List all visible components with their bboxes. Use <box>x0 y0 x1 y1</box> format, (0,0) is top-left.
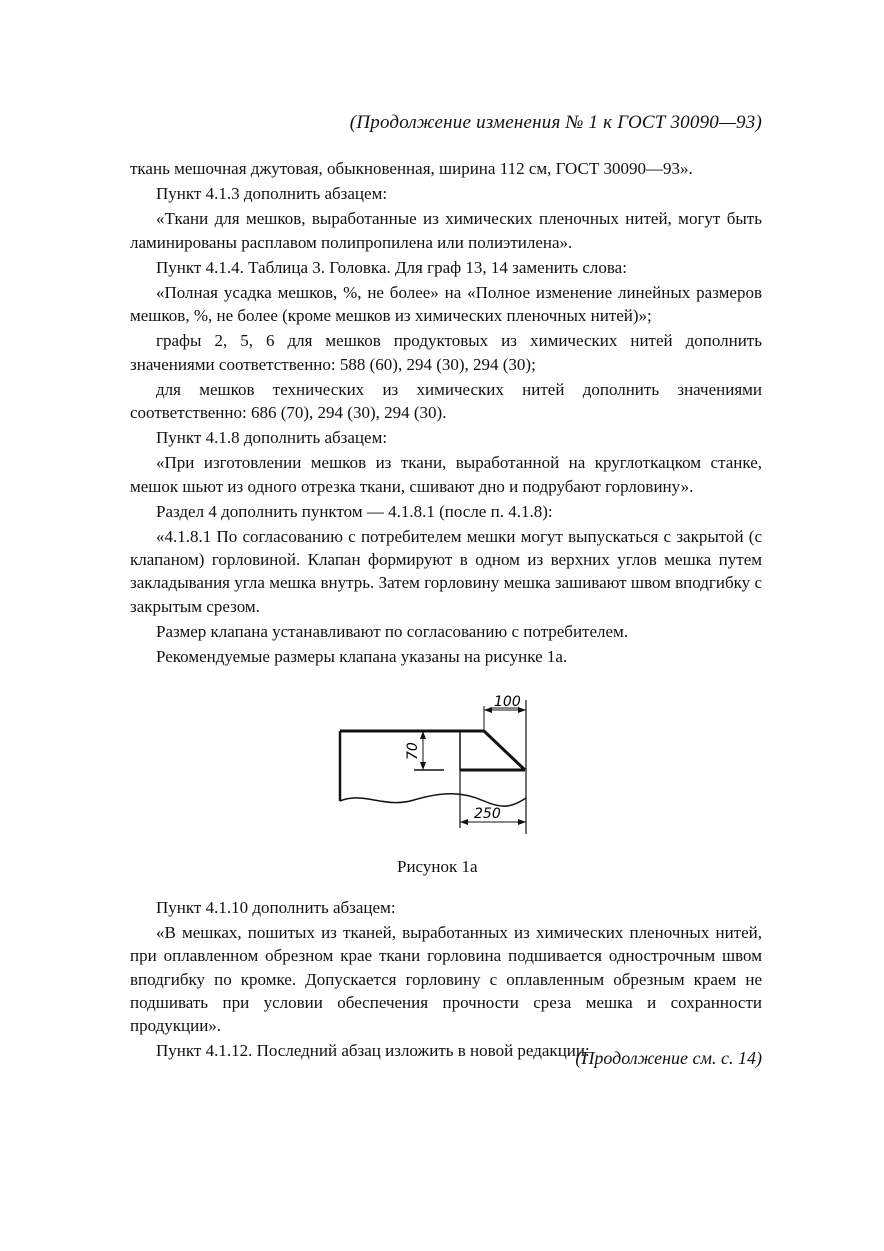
page-header: (Продолжение изменения № 1 к ГОСТ 30090—93) <box>349 112 762 133</box>
valve-diagonal <box>484 731 525 770</box>
paragraph: ткань мешочная джутовая, обыкновенная, ширина 112 см, ГОСТ 30090—93». <box>130 159 693 178</box>
bag-break-line <box>340 794 526 806</box>
paragraph: для мешков технических из химических нитей дополнить значениями соответственно: 686 (70), 294 (30), 294 (30). <box>130 379 762 423</box>
paragraph: Размер клапана устанавливают по согласованию с потребителем. <box>156 621 629 641</box>
paragraph: графы 2, 5, 6 для мешков продуктовых из химических нитей дополнить значениями соответственно: 588 (60), 294 (30), 294 (30); <box>130 331 762 374</box>
arrow-top-left <box>484 707 492 713</box>
paragraph: «При изготовлении мешков из ткани, выработанной на круглоткацком станке, мешок шьют из одного отрезка ткани, сшивают дно и подрубают горловину». <box>130 453 762 496</box>
paragraph: «В мешках, пошитых из тканей, выработанных из химических пленочных нитей, при оплавленном обрезном крае ткани горловина подшивается однострочным швом вподгибку по кромке. Допускается горловину с оплавленным обрезным краем не подшивать при условии обеспечения прочности среза мешка и сохранности продукции». <box>130 923 762 1036</box>
paragraph: «4.1.8.1 По согласованию с потребителем мешки могут выпускаться с закрытой (с клапаном) горловиной. Клапан формируют в одном из верхних углов мешка путем закладывания угла мешка внутрь. Затем горловину мешка зашивают швом вподгибку с закрытым срезом. <box>130 527 762 616</box>
paragraph: Пункт 4.1.3 дополнить абзацем: <box>156 184 388 204</box>
figure-caption: Рисунок 1а <box>397 857 478 876</box>
dim-label-top: 100 <box>494 694 521 710</box>
dim-label-side: 70 <box>405 742 421 760</box>
paragraph: Раздел 4 дополнить пунктом — 4.1.8.1 (после п. 4.1.8): <box>156 501 553 521</box>
arrow-side-bottom <box>420 762 426 770</box>
body-text-top <box>130 157 762 670</box>
paragraph: Пункт 4.1.4. Таблица 3. Головка. Для граф 13, 14 заменить слова: <box>156 257 627 277</box>
paragraph: «Ткани для мешков, выработанные из химических пленочных нитей, могут быть ламинированы расплавом полипропилена или полиэтилена». <box>130 209 762 252</box>
paragraph: Пункт 4.1.8 дополнить абзацем: <box>156 428 388 448</box>
page-footer: (Продолжение см. с. 14) <box>575 1048 762 1068</box>
valve-drawing <box>334 688 534 838</box>
paragraph: Пункт 4.1.10 дополнить абзацем: <box>156 898 396 917</box>
paragraph: Пункт 4.1.12. Последний абзац изложить в новой редакции: <box>156 1041 590 1061</box>
paragraph: «Полная усадка мешков, %, не более» на «Полное изменение линейных размеров мешков, %, не более (кроме мешков из химических пленочных нитей)»; <box>130 283 762 326</box>
body-text-bottom <box>130 896 762 1064</box>
paragraph: Рекомендуемые размеры клапана указаны на рисунке 1а. <box>156 647 568 667</box>
dim-label-bottom: 250 <box>474 806 501 822</box>
arrow-bottom-right <box>518 819 526 825</box>
arrow-bottom-left <box>460 819 468 825</box>
